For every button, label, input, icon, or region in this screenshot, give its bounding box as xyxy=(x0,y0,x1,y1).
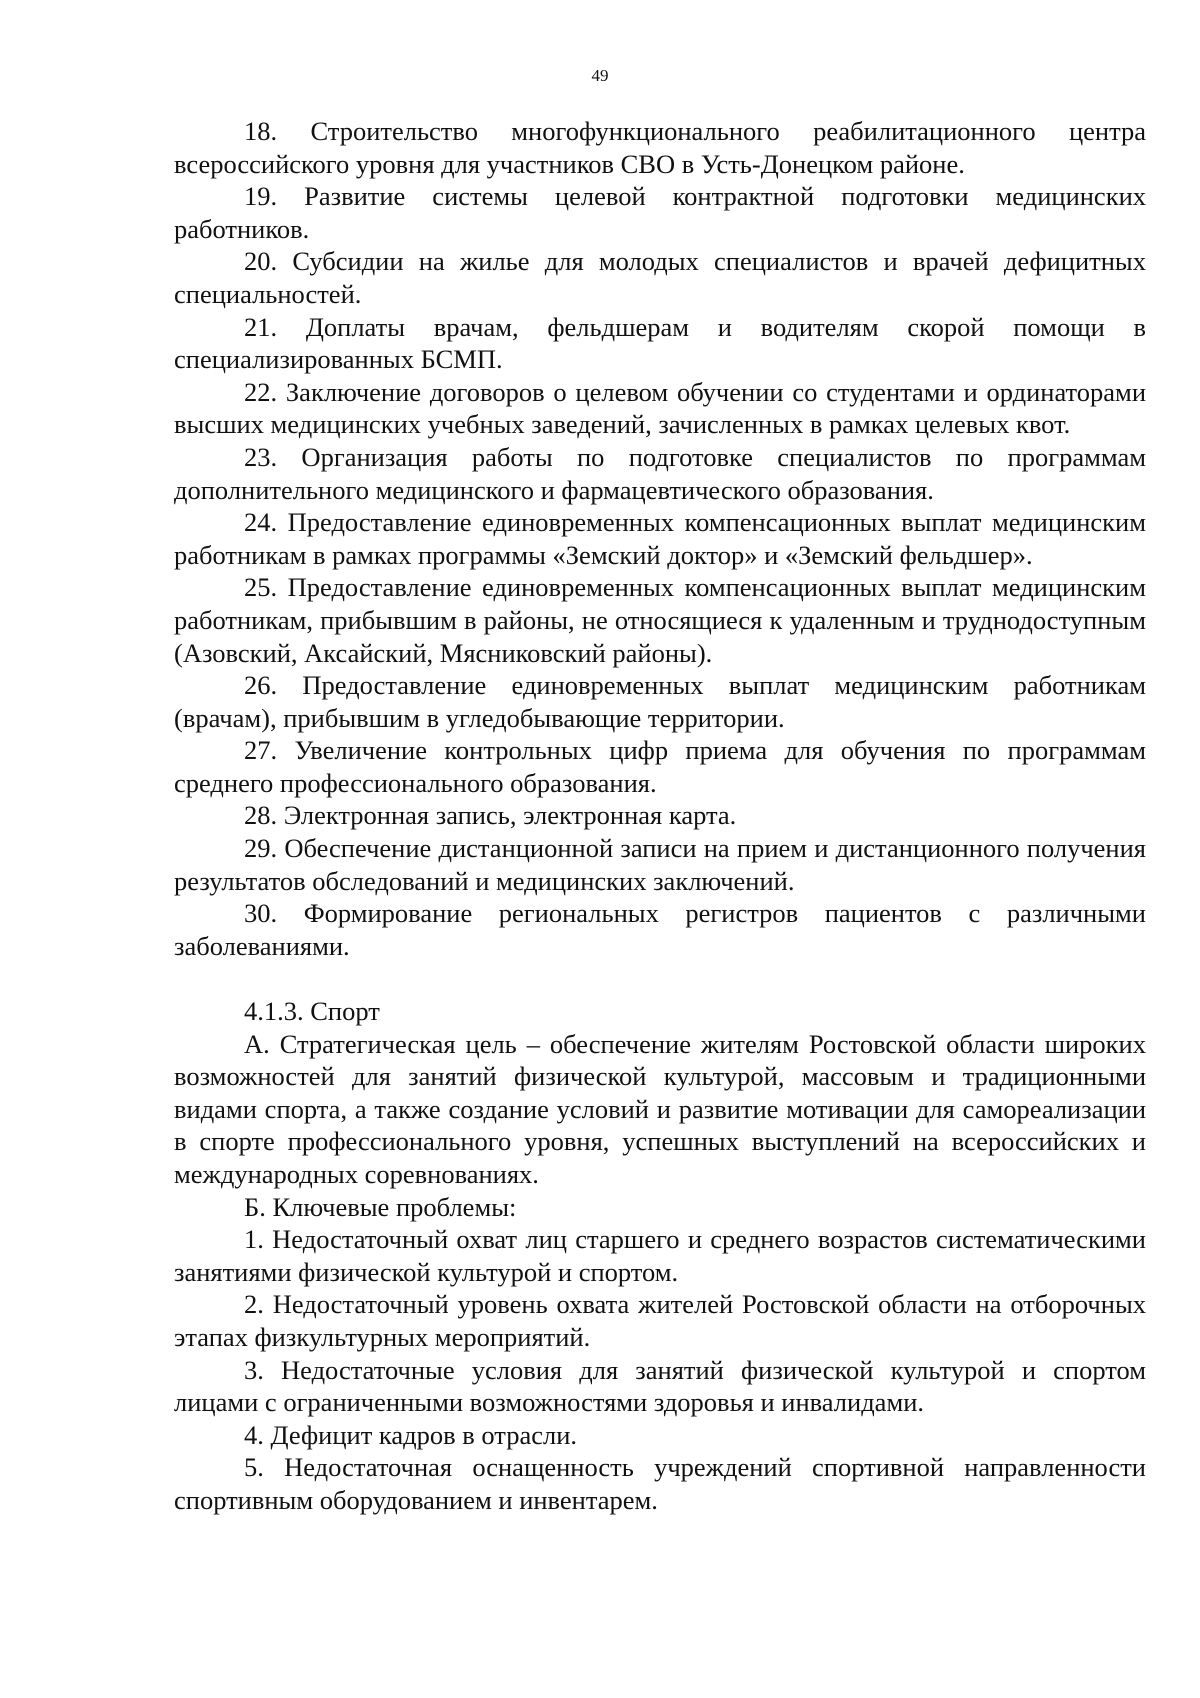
list-item: 26. Предоставление единовременных выплат медицинским работникам (врачам), прибывшим в угледобывающие территории. xyxy=(174,670,1146,733)
problem-item: 2. Недостаточный уровень охвата жителей Ростовской области на отборочных этапах физкультурных мероприятий. xyxy=(174,1289,1146,1352)
list-item: 25. Предоставление единовременных компенсационных выплат медицинским работникам, прибывшим в районы, не относящиеся к удаленным и труднодоступным (Азовский, Аксайский, Мясниковский районы). xyxy=(174,572,1146,668)
problem-item: 5. Недостаточная оснащенность учреждений спортивной направленности спортивным оборудованием и инвентарем. xyxy=(174,1452,1146,1515)
key-problems-heading: Б. Ключевые проблемы: xyxy=(244,1191,517,1222)
list-item: 19. Развитие системы целевой контрактной подготовки медицинских работников. xyxy=(174,181,1146,244)
list-item: 29. Обеспечение дистанционной записи на прием и дистанционного получения результатов обследований и медицинских заключений. xyxy=(174,833,1146,896)
problem-item: 1. Недостаточный охват лиц старшего и среднего возрастов систематическими занятиями физической культурой и спортом. xyxy=(174,1224,1146,1287)
list-item: 27. Увеличение контрольных цифр приема для обучения по программам среднего профессионального образования. xyxy=(174,735,1146,798)
list-item: 23. Организация работы по подготовке специалистов по программам дополнительного медицинского и фармацевтического образования. xyxy=(174,441,1146,505)
page-number: 49 xyxy=(591,66,609,85)
list-item: 20. Субсидии на жилье для молодых специалистов и врачей дефицитных специальностей. xyxy=(174,246,1146,309)
section-spacer xyxy=(174,962,1146,995)
list-item: 22. Заключение договоров о целевом обучении со студентами и ординаторами высших медицинских учебных заведений, зачисленных в рамках целевых квот. xyxy=(174,376,1146,440)
problem-item: 4. Дефицит кадров в отрасли. xyxy=(244,1419,578,1450)
list-item: 30. Формирование региональных регистров пациентов с различными заболеваниями. xyxy=(174,898,1146,961)
problem-item: 3. Недостаточные условия для занятий физической культурой и спортом лицами с ограниченными возможностями здоровья и инвалидами. xyxy=(174,1354,1146,1418)
list-item: 18. Строительство многофункционального реабилитационного центра всероссийского уровня для участников СВО в Усть-Донецком районе. xyxy=(174,116,1146,179)
list-item: 28. Электронная запись, электронная карта. xyxy=(244,800,737,831)
list-item: 24. Предоставление единовременных компенсационных выплат медицинским работникам в рамках программы «Земский доктор» и «Земский фельдшер». xyxy=(174,507,1146,570)
list-item: 21. Доплаты врачам, фельдшерам и водителям скорой помощи в специализированных БСМП. xyxy=(174,311,1146,375)
document-body xyxy=(174,115,1146,1517)
section-heading: 4.1.3. Спорт xyxy=(244,996,380,1027)
strategic-goal-paragraph: А. Стратегическая цель – обеспечение жителям Ростовской области широких возможностей для занятий физической культурой, массовым и традиционными видами спорта, а также создание условий и развитие мотивации для самореализации в спорте профессионального уровня, успешных выступлений на всероссийских и международных соревнованиях. xyxy=(174,1028,1146,1189)
